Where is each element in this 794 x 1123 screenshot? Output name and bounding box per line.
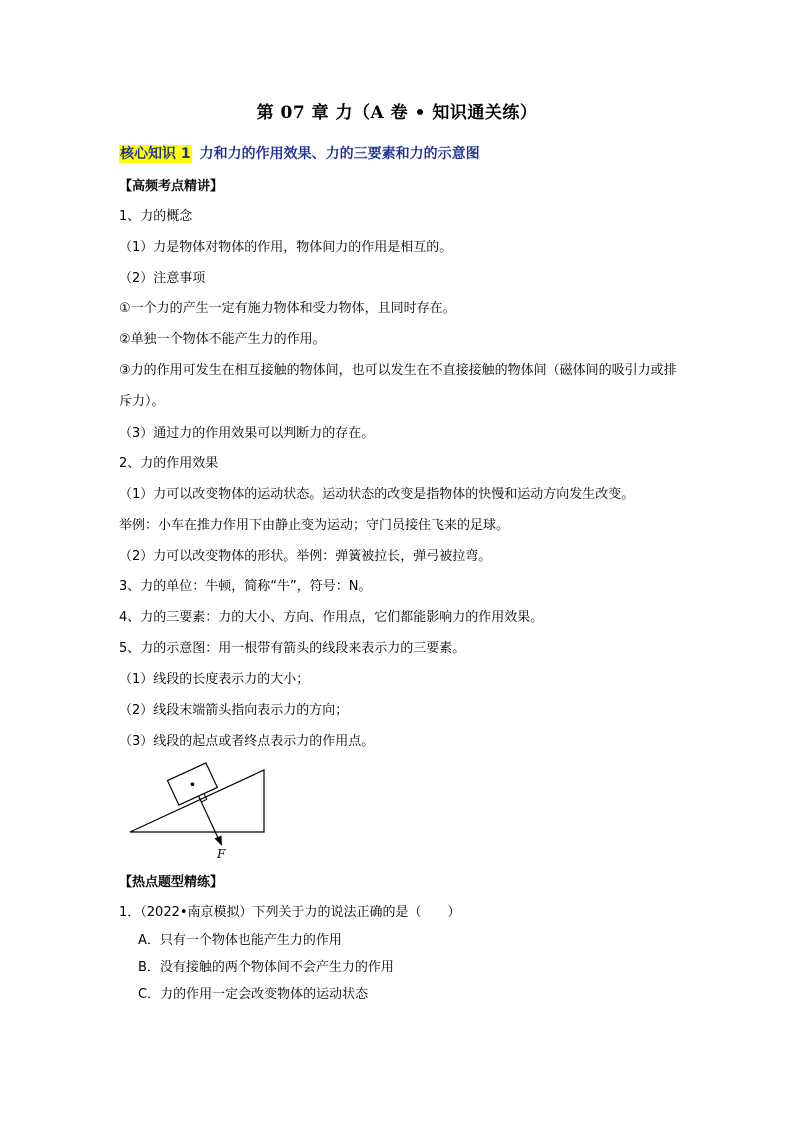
center-dot bbox=[191, 782, 195, 786]
incline-force-diagram bbox=[120, 757, 280, 863]
incline-triangle bbox=[130, 770, 264, 832]
page-title: 第 07 章 力（A 卷 • 知识通关练） bbox=[256, 103, 538, 123]
text-line: （2）线段末端箭头指向表示力的方向； bbox=[119, 703, 349, 718]
text-line: （2）注意事项 bbox=[119, 271, 206, 286]
text-line: （1）力是物体对物体的作用，物体间力的作用是相互的。 bbox=[119, 240, 453, 255]
knowledge-topic: 力和力的作用效果、力的三要素和力的示意图 bbox=[199, 146, 480, 162]
text-line: 4、力的三要素：力的大小、方向、作用点，它们都能影响力的作用效果。 bbox=[119, 610, 544, 625]
text-line: （1）线段的长度表示力的大小； bbox=[119, 672, 310, 687]
knowledge-heading bbox=[119, 143, 480, 163]
section-heading-jinglian: 【热点题型精练】 bbox=[119, 875, 224, 890]
option-b: B．没有接触的两个物体间不会产生力的作用 bbox=[138, 960, 394, 975]
text-line: （1）力可以改变物体的运动状态。运动状态的改变是指物体的快慢和运动方向发生改变。 bbox=[119, 487, 635, 502]
text-line: 5、力的示意图：用一根带有箭头的线段来表示力的三要素。 bbox=[119, 641, 466, 656]
text-line: ①一个力的产生一定有施力物体和受力物体，且同时存在。 bbox=[119, 301, 456, 316]
text-line: （2）力可以改变物体的形状。举例：弹簧被拉长，弹弓被拉弯。 bbox=[119, 549, 492, 564]
text-line: 举例：小车在推力作用下由静止变为运动；守门员接住飞来的足球。 bbox=[119, 518, 510, 533]
force-arrow-line bbox=[199, 797, 219, 841]
force-arrow-head bbox=[215, 836, 223, 847]
question-stem: 1．（2022•南京模拟）下列关于力的说法正确的是（ ） bbox=[119, 905, 461, 920]
section-heading-jingjiang: 【高频考点精讲】 bbox=[119, 179, 224, 194]
text-line: （3）通过力的作用效果可以判断力的存在。 bbox=[119, 426, 375, 441]
option-a: A．只有一个物体也能产生力的作用 bbox=[138, 933, 342, 948]
text-line: 3、力的单位：牛顿，简称“牛”，符号：N。 bbox=[119, 579, 372, 594]
text-line: （3）线段的起点或者终点表示力的作用点。 bbox=[119, 734, 375, 749]
option-c: C．力的作用一定会改变物体的运动状态 bbox=[138, 987, 369, 1002]
text-line: 2、力的作用效果 bbox=[119, 456, 219, 471]
text-line: ②单独一个物体不能产生力的作用。 bbox=[119, 332, 326, 347]
knowledge-tag: 核心知识 1 bbox=[120, 146, 191, 162]
text-line: ③力的作用可发生在相互接触的物体间，也可以发生在不直接接触的物体间（磁体间的吸引力或排斥力）。 bbox=[119, 363, 677, 409]
text-line: 1、力的概念 bbox=[119, 209, 193, 224]
force-label: F bbox=[217, 847, 226, 861]
